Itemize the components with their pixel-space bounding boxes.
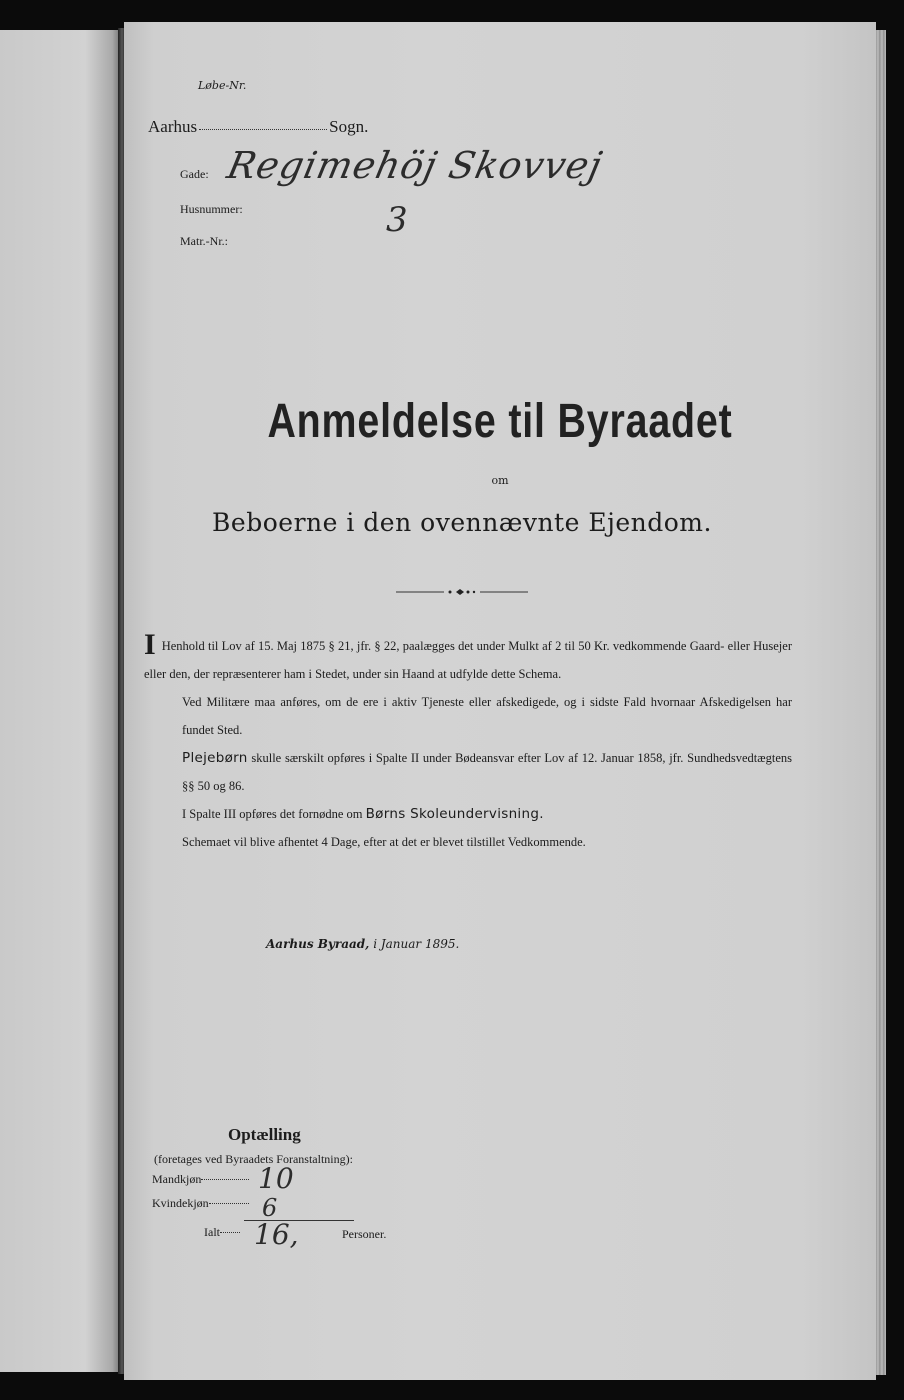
mandkjon-handwritten-value: 10 (258, 1162, 294, 1195)
personer-label: Personer. (342, 1227, 387, 1241)
city-label: Aarhus (148, 117, 198, 136)
divider-ornament (396, 586, 528, 598)
kvindekjon-row (152, 1196, 249, 1211)
left-page-edge (0, 30, 122, 1372)
title-connector: om (491, 474, 509, 487)
plejeborn-emphasis: Plejebørn (182, 750, 248, 766)
kvindekjon-dots (209, 1203, 249, 1204)
signature-place: Aarhus Byraad, (266, 937, 370, 951)
optaelling-title: Optælling (228, 1125, 301, 1144)
instructions-body (144, 628, 792, 856)
instruction-paragraph-4-text: I Spalte III opføres det fornødne om (182, 807, 363, 821)
instruction-paragraph-2: Ved Militære maa anføres, om de ere i aktiv Tjeneste eller afskedigede, og i sidste Fald hvornaar Afskedigelsen har fundet Sted. (182, 695, 792, 737)
gade-label: Gade: (180, 167, 209, 181)
instruction-paragraph-5: Schemaet vil blive afhentet 4 Dage, efter at det er blevet tilstillet Vedkommende. (182, 835, 586, 849)
husnummer-label: Husnummer: (180, 202, 243, 216)
optaelling-note: (foretages ved Byraadets Foranstaltning): (154, 1152, 353, 1166)
gade-handwritten-value: Regimehöj Skovvej (223, 144, 607, 187)
kvindekjon-label: Kvindekjøn (152, 1196, 209, 1210)
ialt-handwritten-value: 16, (254, 1218, 299, 1251)
husnummer-handwritten-value: 3 (386, 200, 408, 240)
instruction-paragraph-1 (144, 628, 792, 688)
instruction-paragraph-4 (144, 800, 792, 828)
document-page (124, 22, 876, 1380)
sogn-label: Sogn. (329, 117, 369, 136)
instruction-paragraph-1-text: Henhold til Lov af 15. Maj 1875 § 21, jfr. § 22, paalægges det under Mulkt af 2 til 50 Kr. vedkommende Gaard- eller Husejer eller den, der repræsenterer ham i Stedet, under sin Haand at udfylde dette Schema. (144, 639, 792, 681)
mandkjon-row (152, 1172, 249, 1187)
ialt-label: Ialt (204, 1225, 220, 1239)
skoleundervisning-emphasis: Børns Skoleundervisning. (365, 806, 544, 822)
page-title: Anmeldelse til Byraadet (267, 395, 733, 448)
mandkjon-dots (201, 1179, 249, 1180)
ialt-row (204, 1225, 240, 1240)
drop-initial: I (144, 628, 156, 661)
sogn-dotted-line (199, 129, 327, 130)
kvindekjon-handwritten-value: 6 (262, 1194, 278, 1222)
signature-line (266, 937, 459, 951)
signature-date: i Januar 1895. (373, 937, 460, 951)
page-subtitle: Beboerne i den ovennævnte Ejendom. (212, 508, 712, 537)
instruction-paragraph-3 (144, 744, 792, 800)
sogn-row (148, 117, 368, 137)
instruction-paragraph-3-text: skulle særskilt opføres i Spalte II under Bødeansvar efter Lov af 12. Januar 1858, jfr. Sundhedsvedtægtens §§ 50 og 86. (182, 751, 792, 793)
mandkjon-label: Mandkjøn (152, 1172, 202, 1186)
matr-nr-label: Matr.-Nr.: (180, 234, 228, 248)
loebe-nr-label: Løbe-Nr. (198, 79, 247, 92)
ialt-dots (220, 1232, 240, 1233)
